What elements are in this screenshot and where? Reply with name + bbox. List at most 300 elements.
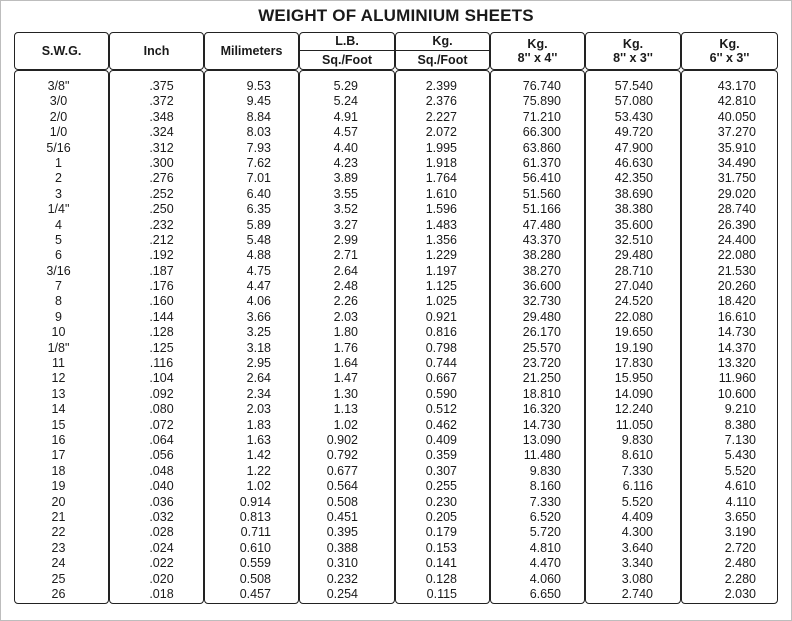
table-cell: 11.960 bbox=[718, 371, 756, 386]
table-cell: 11.480 bbox=[523, 448, 561, 463]
table-cell: 3/0 bbox=[49, 94, 68, 109]
table-cell: 3.27 bbox=[333, 217, 358, 232]
table-cell: 25.570 bbox=[522, 340, 561, 355]
table-cell: 1/8" bbox=[47, 340, 70, 355]
table-cell: 22.080 bbox=[614, 309, 653, 324]
table-cell: 11.050 bbox=[615, 417, 653, 432]
table-cell: 4.060 bbox=[529, 571, 561, 586]
table-cell: 8.84 bbox=[246, 109, 271, 124]
header-inch: Inch bbox=[109, 32, 204, 70]
table-cell: 38.280 bbox=[522, 248, 561, 263]
table-cell: 3/8" bbox=[47, 79, 70, 93]
table-cell: 27.040 bbox=[614, 279, 653, 294]
table-cell: 3.640 bbox=[621, 540, 653, 555]
table-cell: 14.090 bbox=[614, 386, 653, 401]
table-cell: 10.600 bbox=[717, 386, 756, 401]
table-cell: 0.798 bbox=[425, 340, 457, 355]
table-cell: 0.205 bbox=[425, 509, 457, 524]
table-cell: 57.080 bbox=[614, 94, 653, 109]
table-cell: 2/0 bbox=[49, 109, 68, 124]
table-cell: 4.47 bbox=[246, 279, 271, 294]
table-cell: .128 bbox=[149, 325, 174, 340]
table-cell: .192 bbox=[149, 248, 174, 263]
table-cell: 71.210 bbox=[522, 109, 561, 124]
table-cell: 10 bbox=[51, 325, 66, 340]
table-cell: 15 bbox=[51, 417, 66, 432]
table-cell: 38.270 bbox=[522, 263, 561, 278]
table-cell: 51.560 bbox=[522, 186, 561, 201]
table-cell: 47.900 bbox=[614, 140, 653, 155]
table-cell: 0.813 bbox=[239, 509, 271, 524]
table-cell: 0.677 bbox=[326, 463, 358, 478]
table-cell: 3.52 bbox=[333, 202, 358, 217]
table-cell: 19 bbox=[51, 479, 66, 494]
table-cell: .187 bbox=[149, 263, 174, 278]
header-kg-8x4 bbox=[490, 32, 585, 70]
table-cell: 9.53 bbox=[246, 79, 271, 93]
table-cell: 5.520 bbox=[621, 494, 653, 509]
column-millimeters bbox=[204, 70, 299, 604]
table-cell: 18 bbox=[51, 463, 66, 478]
table-cell: 28.740 bbox=[717, 202, 756, 217]
table-cell: 1.596 bbox=[425, 202, 457, 217]
table-cell: 21 bbox=[51, 509, 66, 524]
table-cell: 9 bbox=[55, 309, 62, 324]
table-cell: 42.350 bbox=[614, 171, 653, 186]
table-cell: 2.376 bbox=[425, 94, 457, 109]
table-cell: 0.590 bbox=[425, 386, 457, 401]
table-cell: .048 bbox=[149, 463, 174, 478]
table-cell: 21.250 bbox=[522, 371, 561, 386]
table-cell: 56.410 bbox=[522, 171, 561, 186]
table-cell: 14.730 bbox=[717, 325, 756, 340]
table-cell: 0.921 bbox=[425, 309, 457, 324]
header-kg-6x3 bbox=[681, 32, 778, 70]
table-cell: 26.390 bbox=[717, 217, 756, 232]
table-cell: 4.88 bbox=[246, 248, 271, 263]
table-cell: 4.300 bbox=[621, 525, 653, 540]
header-kg-8x4-top: Kg. bbox=[527, 37, 548, 51]
header-kg-6x3-bottom: 6'' x 3'' bbox=[709, 51, 750, 65]
header-lb-top: L.B. bbox=[300, 33, 394, 51]
table-cell: 7 bbox=[55, 279, 62, 294]
header-kg-8x4-bottom: 8'' x 4'' bbox=[517, 51, 558, 65]
table-cell: 2.34 bbox=[246, 386, 271, 401]
table-cell: 0.310 bbox=[326, 556, 358, 571]
table-cell: 19.650 bbox=[614, 325, 653, 340]
table-cell: 1.483 bbox=[425, 217, 457, 232]
table-cell: 8.03 bbox=[246, 125, 271, 140]
table-cell: .028 bbox=[149, 525, 174, 540]
table-cell: 5.48 bbox=[246, 232, 271, 247]
table-cell: 1.76 bbox=[333, 340, 358, 355]
table-cell: 8.610 bbox=[621, 448, 653, 463]
table-cell: 1.47 bbox=[333, 371, 358, 386]
table-cell: .176 bbox=[149, 279, 174, 294]
table-cell: 19.190 bbox=[614, 340, 653, 355]
table-cell: 2.99 bbox=[333, 232, 358, 247]
table-cell: 0.388 bbox=[326, 540, 358, 555]
table-cell: 3.55 bbox=[333, 186, 358, 201]
column-inch bbox=[109, 70, 204, 604]
table-cell: 5.520 bbox=[724, 463, 756, 478]
table-cell: 1.63 bbox=[246, 432, 271, 447]
table-cell: .072 bbox=[149, 417, 174, 432]
table-cell: 11 bbox=[52, 356, 65, 371]
table-cell: 3.080 bbox=[621, 571, 653, 586]
header-lb-sqfoot bbox=[299, 32, 395, 70]
table-cell: 15.950 bbox=[614, 371, 653, 386]
table-cell: 4.40 bbox=[333, 140, 358, 155]
table-cell: 29.020 bbox=[717, 186, 756, 201]
table-cell: .232 bbox=[149, 217, 174, 232]
table-cell: 23.720 bbox=[522, 356, 561, 371]
table-cell: 1.610 bbox=[425, 186, 457, 201]
table-cell: 34.490 bbox=[717, 155, 756, 170]
column-swg bbox=[14, 70, 109, 604]
table-cell: 4 bbox=[55, 217, 62, 232]
table-cell: 29.480 bbox=[522, 309, 561, 324]
table-cell: 53.430 bbox=[614, 109, 653, 124]
table-cell: 6.35 bbox=[246, 202, 271, 217]
table-cell: .160 bbox=[149, 294, 174, 309]
table-cell: .020 bbox=[149, 571, 174, 586]
table-cell: 3.66 bbox=[246, 309, 271, 324]
table-cell: .144 bbox=[149, 309, 174, 324]
table-cell: 32.510 bbox=[614, 232, 653, 247]
table-cell: 1.83 bbox=[246, 417, 271, 432]
header-kg-8x3-top: Kg. bbox=[622, 37, 644, 51]
table-cell: 1.995 bbox=[425, 140, 457, 155]
table-cell: .032 bbox=[149, 509, 174, 524]
table-cell: 0.559 bbox=[239, 556, 271, 571]
table-cell: 28.710 bbox=[614, 263, 653, 278]
table-cell: .018 bbox=[149, 586, 174, 601]
table-cell: 46.630 bbox=[614, 155, 653, 170]
table-cell: 0.462 bbox=[425, 417, 457, 432]
table-cell: 21.530 bbox=[717, 263, 756, 278]
table-cell: .348 bbox=[149, 109, 174, 124]
column-kg-8x3 bbox=[585, 70, 681, 604]
table-cell: .056 bbox=[149, 448, 174, 463]
table-cell: 0.744 bbox=[425, 356, 457, 371]
table-cell: 14 bbox=[51, 402, 66, 417]
table-cell: 0.792 bbox=[326, 448, 358, 463]
table-cell: 3 bbox=[55, 186, 62, 201]
table-cell: 14.370 bbox=[717, 340, 756, 355]
table-cell: 12.240 bbox=[614, 402, 653, 417]
table-cell: 31.750 bbox=[717, 171, 756, 186]
column-kg-8x4 bbox=[490, 70, 585, 604]
table-cell: 2.26 bbox=[333, 294, 358, 309]
table-cell: 0.141 bbox=[425, 556, 457, 571]
table-cell: 4.409 bbox=[621, 509, 653, 524]
table-cell: 2.720 bbox=[724, 540, 756, 555]
table-cell: 4.23 bbox=[333, 155, 358, 170]
table-cell: 6.116 bbox=[622, 479, 653, 494]
table-cell: 0.232 bbox=[326, 571, 358, 586]
table-cell: 16.320 bbox=[522, 402, 561, 417]
table-cell: 0.307 bbox=[425, 463, 457, 478]
table-cell: .250 bbox=[149, 202, 174, 217]
table-cell: 0.409 bbox=[425, 432, 457, 447]
table-cell: 7.62 bbox=[246, 155, 271, 170]
table-cell: 16 bbox=[51, 432, 66, 447]
table-cell: 22.080 bbox=[717, 248, 756, 263]
table-cell: 2.740 bbox=[621, 586, 653, 601]
table-cell: 24.400 bbox=[717, 232, 756, 247]
table-cell: 1.13 bbox=[333, 402, 358, 417]
table-cell: 14.730 bbox=[522, 417, 561, 432]
table-cell: 0.153 bbox=[425, 540, 457, 555]
table-cell: .372 bbox=[149, 94, 174, 109]
table-cell: 18.810 bbox=[522, 386, 561, 401]
table-cell: 0.128 bbox=[425, 571, 457, 586]
table-cell: 12 bbox=[51, 371, 66, 386]
table-cell: 0.508 bbox=[239, 571, 271, 586]
table-cell: 17 bbox=[51, 448, 66, 463]
table-cell: .040 bbox=[149, 479, 174, 494]
table-cell: 13.320 bbox=[717, 356, 756, 371]
table-cell: 66.300 bbox=[522, 125, 561, 140]
header-lb-bottom: Sq./Foot bbox=[322, 53, 372, 67]
table-cell: 4.110 bbox=[725, 494, 756, 509]
table-cell: .312 bbox=[149, 140, 174, 155]
table-cell: 0.230 bbox=[425, 494, 457, 509]
table-cell: .080 bbox=[149, 402, 174, 417]
header-kg-8x3-bottom: 8'' x 3'' bbox=[613, 51, 653, 65]
table-cell: 0.816 bbox=[425, 325, 457, 340]
table-cell: 2.03 bbox=[333, 309, 358, 324]
table-cell: 2 bbox=[55, 171, 62, 186]
table-cell: 5/16 bbox=[46, 140, 71, 155]
table-cell: 0.508 bbox=[326, 494, 358, 509]
table-cell: .375 bbox=[149, 79, 174, 93]
table-cell: 1.125 bbox=[425, 279, 457, 294]
column-kg-sqfoot bbox=[395, 70, 490, 604]
table-cell: 32.730 bbox=[522, 294, 561, 309]
table-cell: 35.910 bbox=[717, 140, 756, 155]
table-cell: 63.860 bbox=[522, 140, 561, 155]
table-cell: 9.830 bbox=[621, 432, 653, 447]
table-cell: 16.610 bbox=[717, 309, 756, 324]
table-cell: 0.359 bbox=[425, 448, 457, 463]
table-cell: 9.830 bbox=[529, 463, 561, 478]
table-cell: 1.42 bbox=[246, 448, 271, 463]
table-cell: 2.95 bbox=[246, 356, 271, 371]
table-cell: 1.64 bbox=[333, 356, 358, 371]
table-cell: 6.650 bbox=[529, 586, 561, 601]
table-cell: .252 bbox=[149, 186, 174, 201]
table-cell: 1.02 bbox=[246, 479, 271, 494]
table-cell: 1.197 bbox=[425, 263, 457, 278]
table-cell: 0.512 bbox=[425, 402, 457, 417]
table-cell: 6.40 bbox=[246, 186, 271, 201]
table-cell: 5.89 bbox=[246, 217, 271, 232]
table-cell: 0.179 bbox=[425, 525, 457, 540]
table-cell: 37.270 bbox=[717, 125, 756, 140]
table-cell: 3.340 bbox=[621, 556, 653, 571]
table-cell: 2.64 bbox=[246, 371, 271, 386]
header-kg-bottom: Sq./Foot bbox=[417, 53, 468, 67]
table-cell: 35.600 bbox=[614, 217, 653, 232]
table-cell: 43.370 bbox=[522, 232, 561, 247]
table-cell: 1/0 bbox=[49, 125, 68, 140]
table-cell: 17.830 bbox=[614, 356, 653, 371]
table-cell: 42.810 bbox=[717, 94, 756, 109]
table-cell: 7.330 bbox=[529, 494, 561, 509]
table-cell: 49.720 bbox=[614, 125, 653, 140]
table-cell: .092 bbox=[149, 386, 174, 401]
table-cell: 9.45 bbox=[246, 94, 271, 109]
table-cell: 2.030 bbox=[724, 586, 756, 601]
table-cell: 2.227 bbox=[425, 109, 457, 124]
table-cell: .212 bbox=[149, 232, 174, 247]
table-cell: 1.229 bbox=[425, 248, 457, 263]
table-cell: 0.711 bbox=[240, 525, 271, 540]
table-cell: 6 bbox=[55, 248, 62, 263]
table-cell: 18.420 bbox=[717, 294, 756, 309]
table-cell: 57.540 bbox=[614, 79, 653, 93]
table-cell: 75.890 bbox=[522, 94, 561, 109]
column-lb-sqfoot bbox=[299, 70, 395, 604]
table-cell: 47.480 bbox=[522, 217, 561, 232]
table-cell: 6.520 bbox=[529, 509, 561, 524]
table-cell: 4.810 bbox=[529, 540, 561, 555]
table-cell: 8.160 bbox=[529, 479, 561, 494]
table-cell: 0.254 bbox=[326, 586, 358, 601]
table-cell: 0.667 bbox=[425, 371, 457, 386]
table-cell: 24 bbox=[51, 556, 66, 571]
table-cell: 1.80 bbox=[333, 325, 358, 340]
table-cell: .276 bbox=[149, 171, 174, 186]
table-cell: 3/16 bbox=[46, 263, 71, 278]
table-cell: 0.395 bbox=[326, 525, 358, 540]
table-cell: .116 bbox=[149, 356, 174, 371]
table-cell: 7.330 bbox=[621, 463, 653, 478]
table-cell: 0.564 bbox=[326, 479, 358, 494]
table-cell: 0.902 bbox=[326, 432, 358, 447]
table-cell: 3.18 bbox=[246, 340, 271, 355]
table-cell: 20 bbox=[51, 494, 66, 509]
table-cell: 0.610 bbox=[239, 540, 271, 555]
header-kg-sqfoot bbox=[395, 32, 490, 70]
table-cell: 0.914 bbox=[239, 494, 271, 509]
header-millimeters: Milimeters bbox=[204, 32, 299, 70]
table-cell: 26 bbox=[51, 586, 66, 601]
table-cell: 1.22 bbox=[246, 463, 271, 478]
table-cell: 13 bbox=[51, 386, 66, 401]
table-cell: .125 bbox=[149, 340, 174, 355]
table-cell: 4.91 bbox=[333, 109, 358, 124]
table-cell: 1.02 bbox=[333, 417, 358, 432]
table-cell: 22 bbox=[51, 525, 66, 540]
table-cell: .022 bbox=[149, 556, 174, 571]
table-cell: 5.29 bbox=[333, 79, 358, 93]
table-cell: 4.57 bbox=[333, 125, 358, 140]
table-cell: 1.764 bbox=[425, 171, 457, 186]
table-cell: 38.690 bbox=[614, 186, 653, 201]
table-cell: 4.75 bbox=[246, 263, 271, 278]
header-kg-top: Kg. bbox=[396, 33, 489, 51]
table-cell: 2.399 bbox=[425, 79, 457, 93]
aluminium-weight-table bbox=[14, 32, 778, 604]
header-swg: S.W.G. bbox=[14, 32, 109, 70]
table-cell: 0.115 bbox=[426, 586, 457, 601]
table-cell: 5.720 bbox=[529, 525, 561, 540]
table-cell: 0.457 bbox=[239, 586, 271, 601]
column-kg-6x3 bbox=[681, 70, 778, 604]
table-cell: 5.430 bbox=[724, 448, 756, 463]
table-cell: 8.380 bbox=[724, 417, 756, 432]
table-cell: 20.260 bbox=[717, 279, 756, 294]
table-cell: 61.370 bbox=[522, 155, 561, 170]
table-cell: 3.89 bbox=[333, 171, 358, 186]
table-cell: 0.451 bbox=[326, 509, 358, 524]
table-cell: 4.470 bbox=[529, 556, 561, 571]
table-cell: 1.918 bbox=[425, 155, 457, 170]
table-cell: 1.356 bbox=[425, 232, 457, 247]
page-title: WEIGHT OF ALUMINIUM SHEETS bbox=[258, 6, 534, 25]
table-cell: 51.166 bbox=[522, 202, 561, 217]
header-kg-8x3 bbox=[585, 32, 681, 70]
table-cell: 1 bbox=[55, 155, 62, 170]
table-cell: 7.93 bbox=[246, 140, 271, 155]
table-cell: 4.06 bbox=[246, 294, 271, 309]
table-cell: 25 bbox=[51, 571, 66, 586]
table-cell: 2.48 bbox=[333, 279, 358, 294]
table-cell: 1/4" bbox=[47, 202, 70, 217]
table-cell: 2.280 bbox=[724, 571, 756, 586]
table-cell: .104 bbox=[149, 371, 174, 386]
table-cell: 2.072 bbox=[425, 125, 457, 140]
table-cell: 26.170 bbox=[522, 325, 561, 340]
table-cell: 1.30 bbox=[333, 386, 358, 401]
table-cell: 38.380 bbox=[614, 202, 653, 217]
table-cell: 9.210 bbox=[724, 402, 756, 417]
table-cell: .036 bbox=[149, 494, 174, 509]
table-cell: 2.64 bbox=[333, 263, 358, 278]
table-cell: 4.610 bbox=[724, 479, 756, 494]
table-cell: 2.71 bbox=[333, 248, 358, 263]
table-cell: .024 bbox=[149, 540, 174, 555]
table-cell: 3.25 bbox=[246, 325, 271, 340]
table-cell: 5 bbox=[55, 232, 62, 247]
table-cell: 3.190 bbox=[724, 525, 756, 540]
table-cell: 2.480 bbox=[724, 556, 756, 571]
table-cell: .300 bbox=[149, 155, 174, 170]
table-cell: 5.24 bbox=[333, 94, 358, 109]
table-cell: 2.03 bbox=[246, 402, 271, 417]
table-cell: 7.130 bbox=[724, 432, 756, 447]
table-cell: 43.170 bbox=[717, 79, 756, 93]
table-cell: 23 bbox=[51, 540, 66, 555]
table-cell: 36.600 bbox=[522, 279, 561, 294]
table-cell: .064 bbox=[149, 432, 174, 447]
table-cell: 3.650 bbox=[724, 509, 756, 524]
table-cell: 76.740 bbox=[522, 79, 561, 93]
table-cell: 7.01 bbox=[246, 171, 271, 186]
table-cell: 29.480 bbox=[614, 248, 653, 263]
header-kg-6x3-top: Kg. bbox=[719, 37, 740, 51]
table-cell: 0.255 bbox=[425, 479, 457, 494]
table-cell: 24.520 bbox=[614, 294, 653, 309]
table-cell: 13.090 bbox=[522, 432, 561, 447]
table-cell: 40.050 bbox=[717, 109, 756, 124]
table-cell: 1.025 bbox=[425, 294, 457, 309]
table-cell: .324 bbox=[149, 125, 174, 140]
table-cell: 8 bbox=[55, 294, 62, 309]
